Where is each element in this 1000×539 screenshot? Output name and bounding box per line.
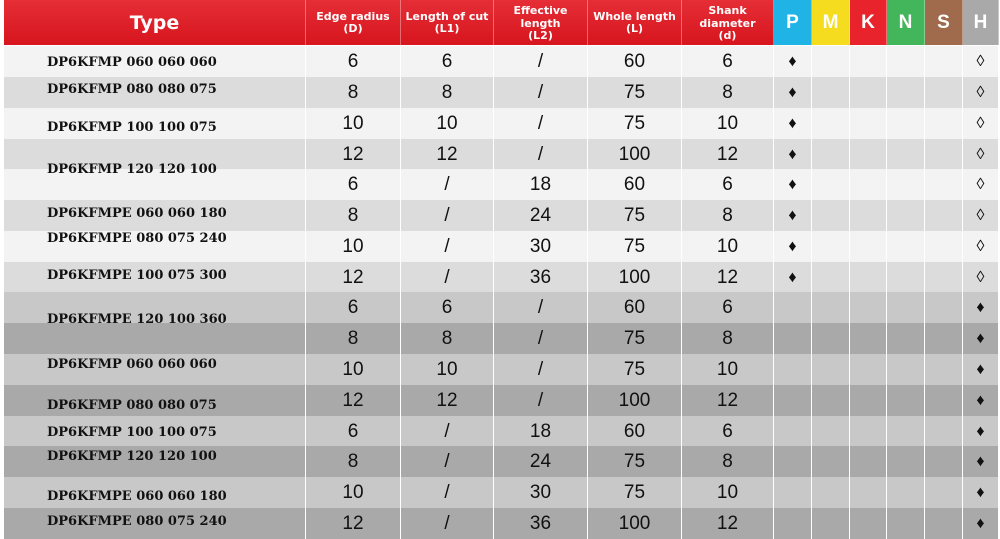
material-h-cell: ♦ <box>963 354 999 385</box>
material-s-cell <box>925 477 963 508</box>
edge-radius-cell: 12 <box>306 139 401 170</box>
material-s-cell <box>925 354 963 385</box>
type-label: DP6KFMP 100 100 075 <box>47 425 217 440</box>
shank-diameter-cell: 10 <box>682 477 774 508</box>
length-of-cut-cell: 6 <box>401 46 494 77</box>
header-length-of-cut <box>401 0 494 45</box>
material-h-cell: ◊ <box>963 169 999 200</box>
material-s-cell <box>925 108 963 139</box>
material-k-cell <box>850 262 887 293</box>
header-shank-diameter <box>682 0 774 45</box>
material-s-cell <box>925 77 963 108</box>
material-m-cell <box>812 292 850 323</box>
length-of-cut-cell: / <box>401 231 494 262</box>
table-header <box>4 0 999 45</box>
header-shank-diameter-label: Shank diameter <box>699 3 756 30</box>
material-m-cell <box>812 169 850 200</box>
whole-length-cell: 100 <box>588 508 682 539</box>
header-whole-length-label: Whole length <box>593 10 676 23</box>
length-of-cut-cell: / <box>401 200 494 231</box>
material-n-cell <box>887 508 925 539</box>
type-label: DP6KFMP 080 080 075 <box>47 398 217 413</box>
material-h-cell: ♦ <box>963 416 999 447</box>
material-n-cell <box>887 108 925 139</box>
material-p-cell: ♦ <box>774 108 812 139</box>
material-k-cell <box>850 77 887 108</box>
header-effective-length <box>494 0 588 45</box>
material-n-cell <box>887 231 925 262</box>
edge-radius-cell: 8 <box>306 323 401 354</box>
material-p-cell <box>774 508 812 539</box>
material-m-cell <box>812 508 850 539</box>
material-h-cell: ◊ <box>963 46 999 77</box>
material-h-cell: ◊ <box>963 139 999 170</box>
material-k-cell <box>850 46 887 77</box>
header-edge-radius-label: Edge radius <box>316 10 390 23</box>
material-k-cell <box>850 385 887 416</box>
material-m-cell <box>812 477 850 508</box>
header-whole-length <box>588 0 682 45</box>
material-k-cell <box>850 231 887 262</box>
shank-diameter-cell: 10 <box>682 231 774 262</box>
material-p-cell <box>774 385 812 416</box>
material-k-cell <box>850 108 887 139</box>
material-m-cell <box>812 231 850 262</box>
material-m-cell <box>812 46 850 77</box>
type-label: DP6KFMPE 060 060 180 <box>47 489 227 504</box>
length-of-cut-cell: 8 <box>401 77 494 108</box>
material-n-cell <box>887 416 925 447</box>
whole-length-cell: 75 <box>588 231 682 262</box>
edge-radius-cell: 6 <box>306 416 401 447</box>
effective-length-cell: / <box>494 323 588 354</box>
effective-length-cell: 36 <box>494 262 588 293</box>
header-length-of-cut-label: Length of cut <box>405 10 489 23</box>
whole-length-cell: 100 <box>588 385 682 416</box>
header-edge-radius-symbol: (D) <box>343 22 363 35</box>
whole-length-cell: 60 <box>588 169 682 200</box>
material-p-cell <box>774 354 812 385</box>
material-s-cell <box>925 416 963 447</box>
effective-length-cell: / <box>494 108 588 139</box>
table-row <box>4 323 999 354</box>
material-k-cell <box>850 354 887 385</box>
edge-radius-cell: 8 <box>306 446 401 477</box>
material-n-cell <box>887 385 925 416</box>
length-of-cut-cell: / <box>401 262 494 293</box>
material-p-cell: ♦ <box>774 200 812 231</box>
material-s-cell <box>925 446 963 477</box>
shank-diameter-cell: 8 <box>682 77 774 108</box>
type-label: DP6KFMP 060 060 060 <box>47 357 217 372</box>
material-h-cell: ◊ <box>963 108 999 139</box>
whole-length-cell: 60 <box>588 46 682 77</box>
shank-diameter-cell: 6 <box>682 46 774 77</box>
edge-radius-cell: 10 <box>306 354 401 385</box>
material-m-cell <box>812 323 850 354</box>
header-shank-diameter-symbol: (d) <box>718 28 737 42</box>
header-material-m: M <box>812 0 850 45</box>
header-material-p: P <box>774 0 812 45</box>
type-label: DP6KFMPE 120 100 360 <box>47 312 227 327</box>
whole-length-cell: 75 <box>588 77 682 108</box>
header-length-of-cut-symbol: (L1) <box>434 22 460 35</box>
material-p-cell <box>774 416 812 447</box>
material-k-cell <box>850 139 887 170</box>
shank-diameter-cell: 10 <box>682 108 774 139</box>
effective-length-cell: / <box>494 292 588 323</box>
whole-length-cell: 60 <box>588 292 682 323</box>
material-h-cell: ♦ <box>963 292 999 323</box>
length-of-cut-cell: 12 <box>401 139 494 170</box>
type-cell <box>4 323 306 354</box>
edge-radius-cell: 8 <box>306 200 401 231</box>
material-k-cell <box>850 200 887 231</box>
length-of-cut-cell: 12 <box>401 385 494 416</box>
material-k-cell <box>850 292 887 323</box>
effective-length-cell: 18 <box>494 169 588 200</box>
edge-radius-cell: 6 <box>306 292 401 323</box>
material-h-cell: ♦ <box>963 446 999 477</box>
material-s-cell <box>925 169 963 200</box>
material-m-cell <box>812 262 850 293</box>
material-m-cell <box>812 108 850 139</box>
material-n-cell <box>887 77 925 108</box>
header-material-s: S <box>925 0 963 45</box>
material-p-cell <box>774 292 812 323</box>
material-s-cell <box>925 292 963 323</box>
whole-length-cell: 75 <box>588 477 682 508</box>
header-effective-length-symbol: (L2) <box>528 28 553 42</box>
material-m-cell <box>812 139 850 170</box>
header-whole-length-symbol: (L) <box>625 22 644 35</box>
effective-length-cell: 24 <box>494 200 588 231</box>
type-label: DP6KFMP 100 100 075 <box>47 120 217 135</box>
length-of-cut-cell: / <box>401 508 494 539</box>
material-p-cell: ♦ <box>774 139 812 170</box>
material-s-cell <box>925 231 963 262</box>
material-p-cell <box>774 323 812 354</box>
material-k-cell <box>850 446 887 477</box>
length-of-cut-cell: / <box>401 446 494 477</box>
shank-diameter-cell: 12 <box>682 139 774 170</box>
material-n-cell <box>887 323 925 354</box>
effective-length-cell: 18 <box>494 416 588 447</box>
material-h-cell: ◊ <box>963 77 999 108</box>
effective-length-cell: / <box>494 46 588 77</box>
material-h-cell: ◊ <box>963 200 999 231</box>
effective-length-cell: 30 <box>494 477 588 508</box>
shank-diameter-cell: 12 <box>682 508 774 539</box>
header-material-h: H <box>963 0 999 45</box>
material-h-cell: ♦ <box>963 385 999 416</box>
header-type: Type <box>4 0 306 45</box>
shank-diameter-cell: 6 <box>682 292 774 323</box>
material-p-cell: ♦ <box>774 231 812 262</box>
material-k-cell <box>850 477 887 508</box>
material-m-cell <box>812 77 850 108</box>
effective-length-cell: / <box>494 354 588 385</box>
length-of-cut-cell: 6 <box>401 292 494 323</box>
material-n-cell <box>887 446 925 477</box>
material-s-cell <box>925 508 963 539</box>
shank-diameter-cell: 8 <box>682 446 774 477</box>
shank-diameter-cell: 12 <box>682 385 774 416</box>
material-s-cell <box>925 323 963 354</box>
type-label: DP6KFMPE 100 075 300 <box>47 268 227 283</box>
material-p-cell: ♦ <box>774 46 812 77</box>
whole-length-cell: 100 <box>588 262 682 293</box>
material-k-cell <box>850 323 887 354</box>
material-m-cell <box>812 385 850 416</box>
edge-radius-cell: 12 <box>306 508 401 539</box>
material-h-cell: ♦ <box>963 508 999 539</box>
whole-length-cell: 75 <box>588 200 682 231</box>
material-n-cell <box>887 200 925 231</box>
whole-length-cell: 75 <box>588 354 682 385</box>
shank-diameter-cell: 10 <box>682 354 774 385</box>
header-effective-length-label: Effective length <box>513 3 568 30</box>
material-n-cell <box>887 262 925 293</box>
whole-length-cell: 75 <box>588 108 682 139</box>
shank-diameter-cell: 8 <box>682 323 774 354</box>
material-p-cell <box>774 446 812 477</box>
material-m-cell <box>812 200 850 231</box>
material-h-cell: ◊ <box>963 262 999 293</box>
material-h-cell: ♦ <box>963 477 999 508</box>
type-label: DP6KFMPE 060 060 180 <box>47 206 227 221</box>
material-n-cell <box>887 354 925 385</box>
shank-diameter-cell: 6 <box>682 169 774 200</box>
material-k-cell <box>850 508 887 539</box>
material-h-cell: ♦ <box>963 323 999 354</box>
edge-radius-cell: 12 <box>306 385 401 416</box>
edge-radius-cell: 8 <box>306 77 401 108</box>
material-p-cell: ♦ <box>774 262 812 293</box>
header-material-n: N <box>887 0 925 45</box>
material-n-cell <box>887 477 925 508</box>
edge-radius-cell: 12 <box>306 262 401 293</box>
material-p-cell <box>774 477 812 508</box>
whole-length-cell: 60 <box>588 416 682 447</box>
material-n-cell <box>887 169 925 200</box>
material-p-cell: ♦ <box>774 169 812 200</box>
material-n-cell <box>887 292 925 323</box>
effective-length-cell: / <box>494 77 588 108</box>
material-k-cell <box>850 169 887 200</box>
edge-radius-cell: 10 <box>306 231 401 262</box>
type-label: DP6KFMP 120 120 100 <box>47 449 217 464</box>
length-of-cut-cell: / <box>401 416 494 447</box>
edge-radius-cell: 6 <box>306 169 401 200</box>
shank-diameter-cell: 6 <box>682 416 774 447</box>
length-of-cut-cell: 8 <box>401 323 494 354</box>
shank-diameter-cell: 8 <box>682 200 774 231</box>
length-of-cut-cell: 10 <box>401 108 494 139</box>
edge-radius-cell: 10 <box>306 108 401 139</box>
type-label: DP6KFMPE 080 075 240 <box>47 231 227 246</box>
material-p-cell: ♦ <box>774 77 812 108</box>
material-m-cell <box>812 446 850 477</box>
effective-length-cell: 24 <box>494 446 588 477</box>
material-m-cell <box>812 354 850 385</box>
shank-diameter-cell: 12 <box>682 262 774 293</box>
whole-length-cell: 75 <box>588 323 682 354</box>
header-material-k: K <box>850 0 887 45</box>
effective-length-cell: / <box>494 385 588 416</box>
length-of-cut-cell: / <box>401 169 494 200</box>
material-s-cell <box>925 139 963 170</box>
material-s-cell <box>925 385 963 416</box>
type-label: DP6KFMP 060 060 060 <box>47 55 217 70</box>
material-k-cell <box>850 416 887 447</box>
header-edge-radius <box>306 0 401 45</box>
effective-length-cell: 30 <box>494 231 588 262</box>
type-label: DP6KFMP 120 120 100 <box>47 162 217 177</box>
type-label: DP6KFMPE 080 075 240 <box>47 514 227 529</box>
length-of-cut-cell: / <box>401 477 494 508</box>
whole-length-cell: 75 <box>588 446 682 477</box>
effective-length-cell: 36 <box>494 508 588 539</box>
material-s-cell <box>925 262 963 293</box>
edge-radius-cell: 10 <box>306 477 401 508</box>
length-of-cut-cell: 10 <box>401 354 494 385</box>
material-s-cell <box>925 46 963 77</box>
material-s-cell <box>925 200 963 231</box>
material-m-cell <box>812 416 850 447</box>
material-n-cell <box>887 139 925 170</box>
type-label: DP6KFMP 080 080 075 <box>47 82 217 97</box>
material-h-cell: ◊ <box>963 231 999 262</box>
edge-radius-cell: 6 <box>306 46 401 77</box>
effective-length-cell: / <box>494 139 588 170</box>
material-n-cell <box>887 46 925 77</box>
whole-length-cell: 100 <box>588 139 682 170</box>
